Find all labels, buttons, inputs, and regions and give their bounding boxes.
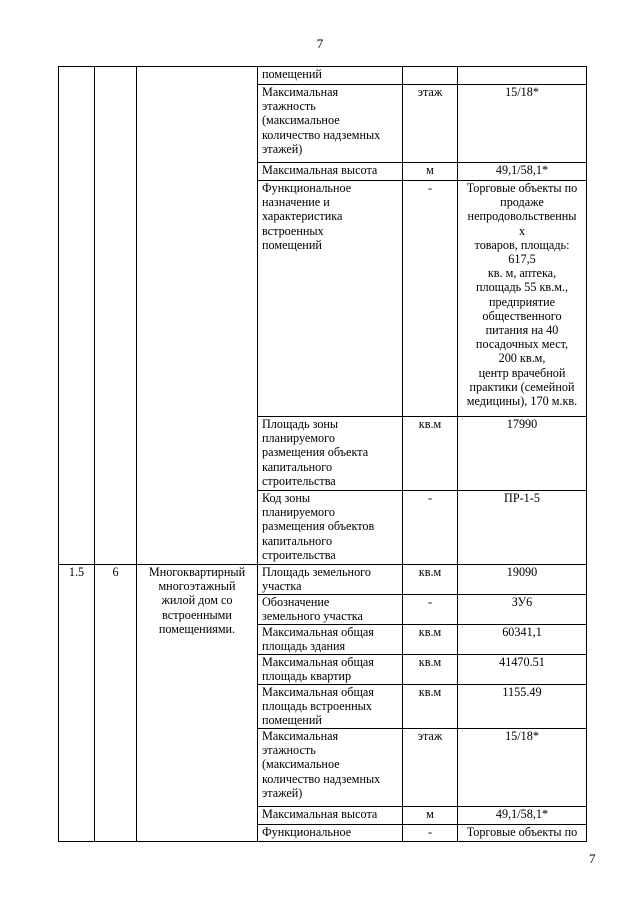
param-label: Максимальная общая площадь встроенных помещений xyxy=(262,685,374,728)
unit-label: кв.м xyxy=(418,655,442,669)
unit-label: - xyxy=(427,181,433,195)
unit-label: этаж xyxy=(417,85,443,99)
unit-label: этаж xyxy=(417,729,443,743)
row-number-cell xyxy=(59,565,95,842)
row-number: 1.5 xyxy=(68,565,85,579)
param-label: помещений xyxy=(262,67,322,81)
param-value: 49,1/58,1* xyxy=(495,163,549,177)
unit-label: кв.м xyxy=(418,565,442,579)
zone-number-cell-continued xyxy=(95,67,137,565)
table-row xyxy=(59,565,587,595)
page-number-bottom: 7 xyxy=(589,851,596,866)
param-label: Функциональное назначение и характеристика встроенных помещений xyxy=(262,181,352,252)
object-name-cell-continued xyxy=(137,67,258,565)
param-value: 17990 xyxy=(506,417,538,431)
param-label: Максимальная этажность (максимальное количество надземных этажей) xyxy=(262,729,381,800)
row-number-cell-continued xyxy=(59,67,95,565)
table-row xyxy=(59,67,587,85)
param-label: Обозначение земельного участка xyxy=(262,595,363,624)
param-value: 15/18* xyxy=(505,729,539,743)
param-value: 49,1/58,1* xyxy=(495,807,549,821)
param-label: Площадь земельного участка xyxy=(262,565,371,594)
param-label: Код зоны планируемого размещения объектов капитального строительства xyxy=(262,491,375,562)
page-number-top: 7 xyxy=(316,36,324,51)
param-label: Максимальная общая площадь здания xyxy=(262,625,374,654)
param-value: 15/18* xyxy=(505,85,539,99)
param-value: ПР-1-5 xyxy=(504,491,540,505)
param-value: ЗУ6 xyxy=(511,595,533,609)
unit-label: - xyxy=(427,595,433,609)
unit-label: м xyxy=(426,163,434,177)
unit-label: кв.м xyxy=(418,417,442,431)
object-name-cell xyxy=(137,565,258,842)
param-value: Торговые объекты по продаже непродовольственны х товаров, площадь: 617,5 кв. м, аптека, площадь 55 кв.м., предприятие общественного питания на 40 посадочных мест, 200 кв.м, центр врачебной практики (семейной медицины), 170 м.кв. xyxy=(466,181,578,409)
unit-label: кв.м xyxy=(418,685,442,699)
parameters-table xyxy=(58,66,587,842)
param-label: Максимальная общая площадь квартир xyxy=(262,655,374,684)
param-label: Максимальная этажность (максимальное количество надземных этажей) xyxy=(262,85,381,156)
param-label: Максимальная высота xyxy=(262,163,378,177)
unit-label: кв.м xyxy=(418,625,442,639)
param-value: 19090 xyxy=(506,565,538,579)
zone-number: 6 xyxy=(112,565,119,579)
param-label: Максимальная высота xyxy=(262,807,378,821)
param-value: 41470.51 xyxy=(499,655,545,669)
param-value: 60341,1 xyxy=(502,625,542,639)
param-label: Функциональное xyxy=(262,825,352,839)
param-value: 1155.49 xyxy=(502,685,542,699)
param-value: Торговые объекты по xyxy=(466,825,578,839)
zone-number-cell xyxy=(95,565,137,842)
unit-label: м xyxy=(426,807,434,821)
unit-label: - xyxy=(427,491,433,505)
param-label: Площадь зоны планируемого размещения объекта капитального строительства xyxy=(262,417,369,488)
unit-label: - xyxy=(427,825,433,839)
object-name: Многоквартирный многоэтажный жилой дом со встроенными помещениями. xyxy=(148,565,246,636)
